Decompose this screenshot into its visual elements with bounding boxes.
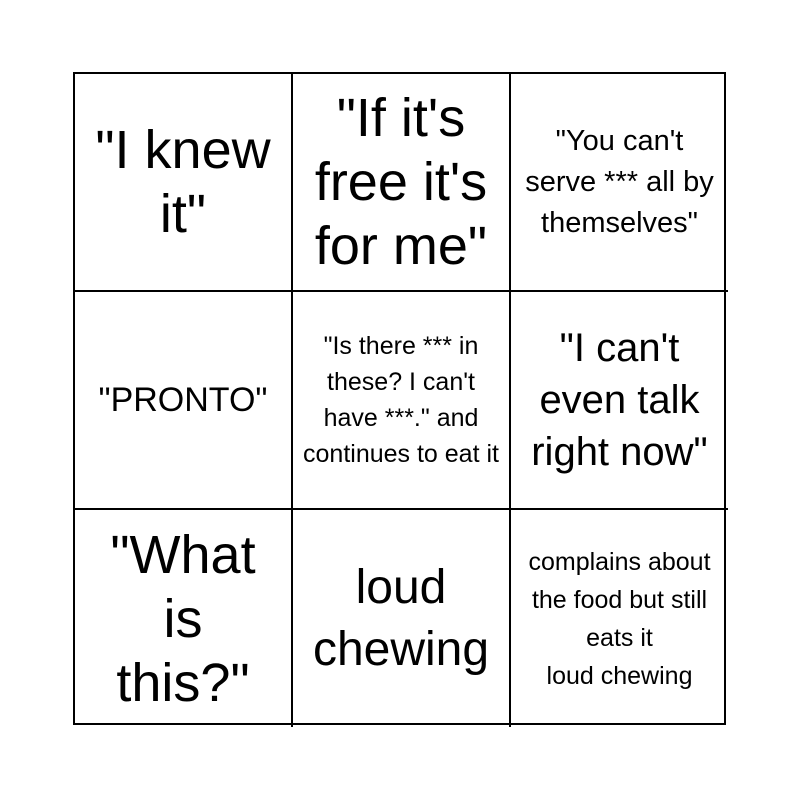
bingo-cell-3[interactable]: "You can't serve *** all by themselves" [511,74,728,292]
bingo-board [73,72,726,725]
bingo-cell-9[interactable]: complains about the food but still eats it loud chewing [528,547,711,690]
bingo-cell-5[interactable]: "Is there *** in these? I can't have ***." and continues to eat it [293,292,511,510]
bingo-cell-1[interactable]: "I knew it" [75,74,293,292]
bingo-cell-6[interactable]: "I can't even talk right now" [511,292,728,510]
bingo-cell-4[interactable]: "PRONTO" [75,292,293,510]
bingo-cell-7[interactable]: "What is this?" [75,510,293,727]
bingo-cell-2[interactable]: "If it's free it's for me" [293,74,511,292]
bingo-cell-8[interactable]: loud chewing [293,510,511,727]
